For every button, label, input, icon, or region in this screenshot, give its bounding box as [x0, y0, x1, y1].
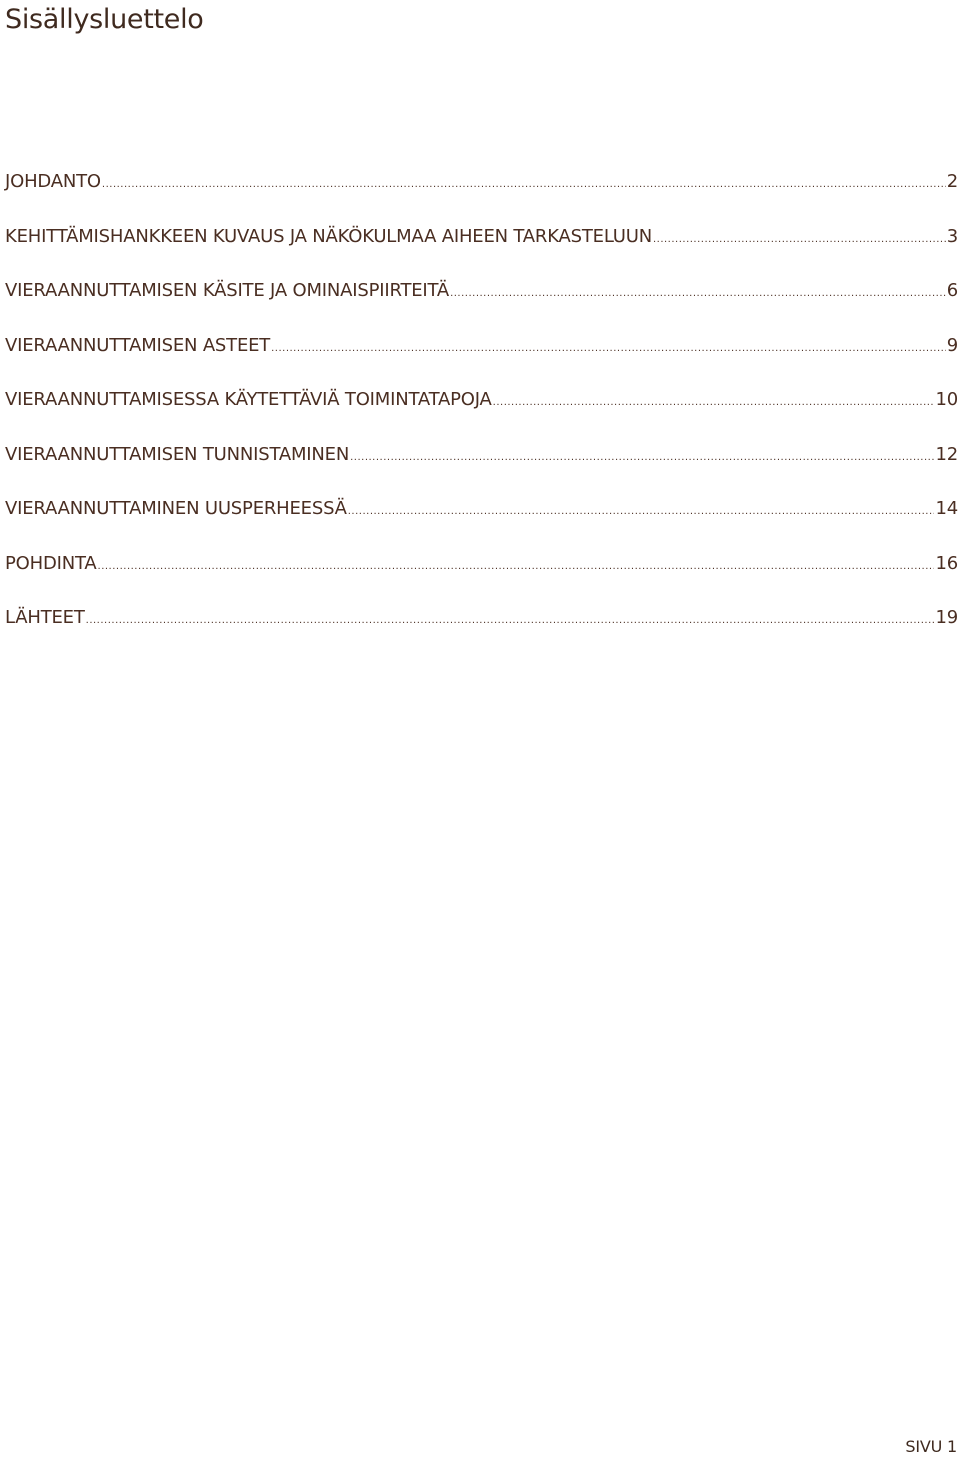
toc-entry-title: VIERAANNUTTAMISESSA KÄYTETTÄVIÄ TOIMINTATAPOJA: [5, 389, 492, 410]
toc-entry-page-number: 16: [935, 552, 958, 574]
toc-dot-leader: [450, 289, 946, 299]
toc-dot-leader: [271, 344, 946, 354]
toc-dot-leader: [348, 507, 935, 517]
toc-entry-title: LÄHTEET: [5, 607, 85, 628]
toc-entry-title: KEHITTÄMISHANKKEEN KUVAUS JA NÄKÖKULMAA AIHEEN TARKASTELUUN: [5, 225, 652, 247]
toc-entry-title: VIERAANNUTTAMISEN KÄSITE JA OMINAISPIIRTEITÄ: [5, 280, 450, 301]
toc-entry-page-number: 9: [946, 334, 958, 356]
toc-entry-tunnistaminen[interactable]: [5, 440, 958, 495]
toc-entry-page-number: 10: [935, 389, 958, 410]
toc-dot-leader: [350, 453, 934, 463]
page-title: Sisällysluettelo: [5, 4, 204, 35]
toc-entry-title: VIERAANNUTTAMISEN TUNNISTAMINEN: [5, 443, 350, 465]
toc-entry-johdanto[interactable]: [5, 167, 958, 222]
toc-dot-leader: [102, 180, 946, 190]
page-footer-number: SIVU 1: [905, 1437, 957, 1456]
toc-entry-page-number: 19: [935, 607, 958, 628]
toc-entry-page-number: 6: [946, 280, 958, 301]
toc-entry-pohdinta[interactable]: [5, 549, 958, 604]
toc-dot-leader: [86, 616, 935, 626]
toc-entry-uusperheessa[interactable]: [5, 494, 958, 549]
toc-entry-page-number: 3: [946, 225, 958, 247]
toc-dot-leader: [653, 235, 946, 245]
toc-dot-leader: [98, 562, 935, 572]
toc-entry-kehittamishankkeen-kuvaus[interactable]: [5, 222, 958, 277]
toc-dot-leader: [493, 398, 935, 408]
toc-entry-page-number: 14: [935, 498, 958, 519]
toc-entry-page-number: 2: [946, 171, 958, 192]
toc-entry-title: POHDINTA: [5, 552, 97, 574]
toc-entry-page-number: 12: [935, 443, 958, 465]
toc-entry-lahteet[interactable]: [5, 603, 958, 658]
toc-entry-title: VIERAANNUTTAMISEN ASTEET: [5, 334, 271, 356]
toc-entry-title: VIERAANNUTTAMINEN UUSPERHEESSÄ: [5, 498, 347, 519]
toc-entry-asteet[interactable]: [5, 331, 958, 386]
table-of-contents: [5, 167, 958, 658]
toc-entry-title: JOHDANTO: [5, 171, 101, 192]
toc-entry-kasite-ja-ominaispiirteita[interactable]: [5, 276, 958, 331]
toc-entry-toimintatapoja[interactable]: [5, 385, 958, 440]
